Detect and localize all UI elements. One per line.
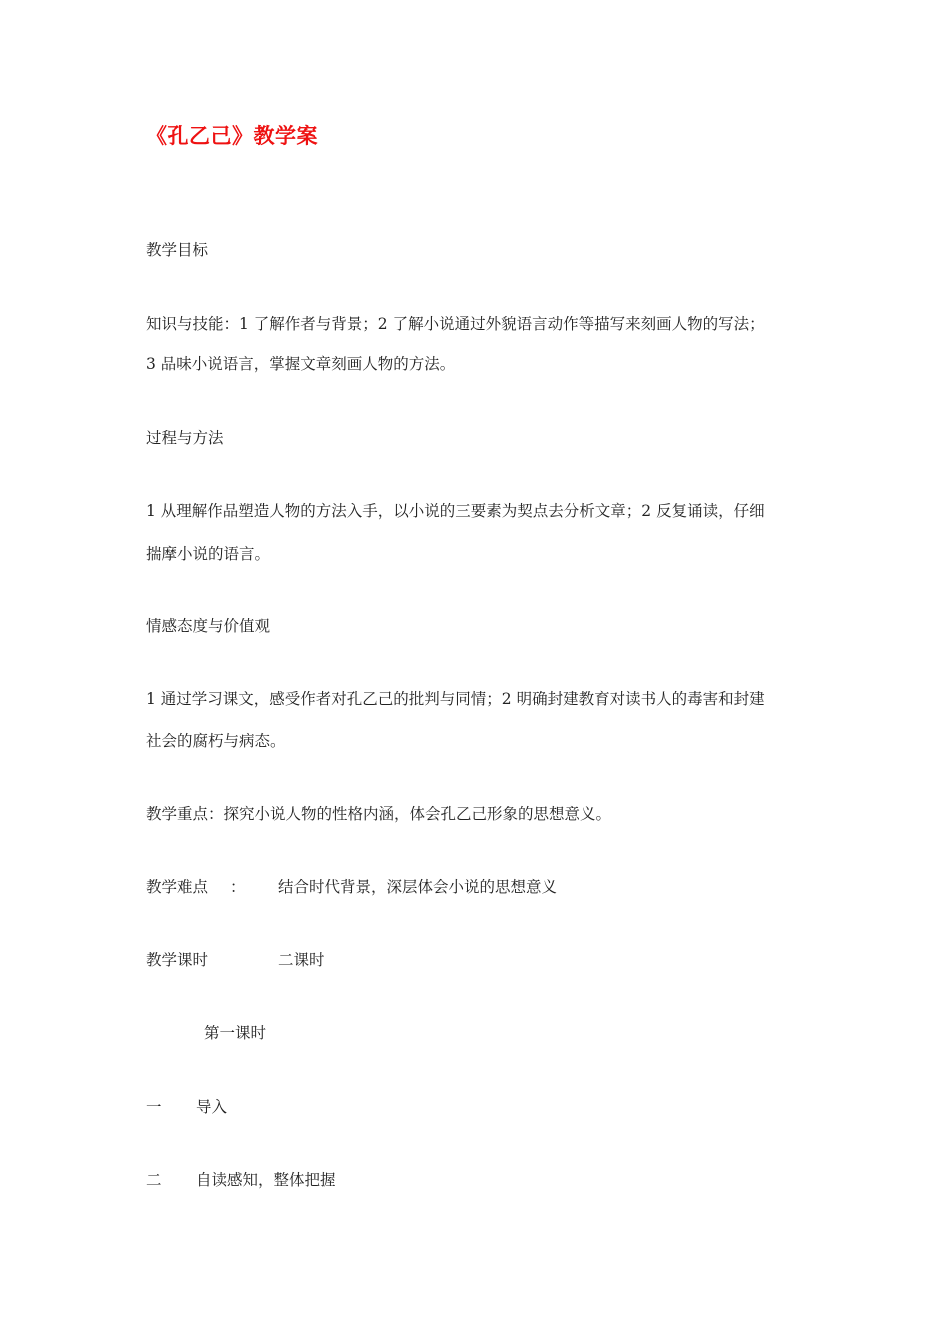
step-number: 一 [146,1098,162,1116]
step-text: 自读感知，整体把握 [196,1171,336,1189]
difficulty-row [146,877,557,897]
emotion-heading: 情感态度与价值观 [146,617,271,635]
hours-value: 二课时 [278,951,325,969]
process-line-2: 揣摩小说的语言。 [146,545,271,563]
difficulty-label: 教学难点 [146,878,209,896]
emotion-line-1: 1 通过学习课文，感受作者对孔乙己的批判与同情；2 明确封建教育对读书人的毒害和封建 [146,690,765,708]
step-number: 二 [146,1171,162,1189]
key-points: 教学重点：探究小说人物的性格内涵，体会孔乙己形象的思想意义。 [146,805,612,823]
knowledge-skills-line-1: 知识与技能：1 了解作者与背景；2 了解小说通过外貌语言动作等描写来刻画人物的写法； [146,315,765,333]
hours-row [146,950,325,970]
difficulty-colon: ： [230,878,246,896]
step-row [146,1170,336,1190]
lesson-heading: 第一课时 [204,1024,267,1042]
step-text: 导入 [196,1098,228,1116]
emotion-line-2: 社会的腐朽与病态。 [146,732,286,750]
step-row [146,1097,227,1117]
process-heading: 过程与方法 [146,429,224,447]
objectives-heading: 教学目标 [146,241,209,259]
document-title: 《孔乙己》教学案 [146,124,318,148]
difficulty-text: 结合时代背景，深层体会小说的思想意义 [278,878,558,896]
knowledge-skills-line-2: 3 品味小说语言，掌握文章刻画人物的方法。 [146,355,456,373]
process-line-1: 1 从理解作品塑造人物的方法入手，以小说的三要素为契点去分析文章；2 反复诵读，仔细 [146,502,765,520]
hours-label: 教学课时 [146,951,209,969]
